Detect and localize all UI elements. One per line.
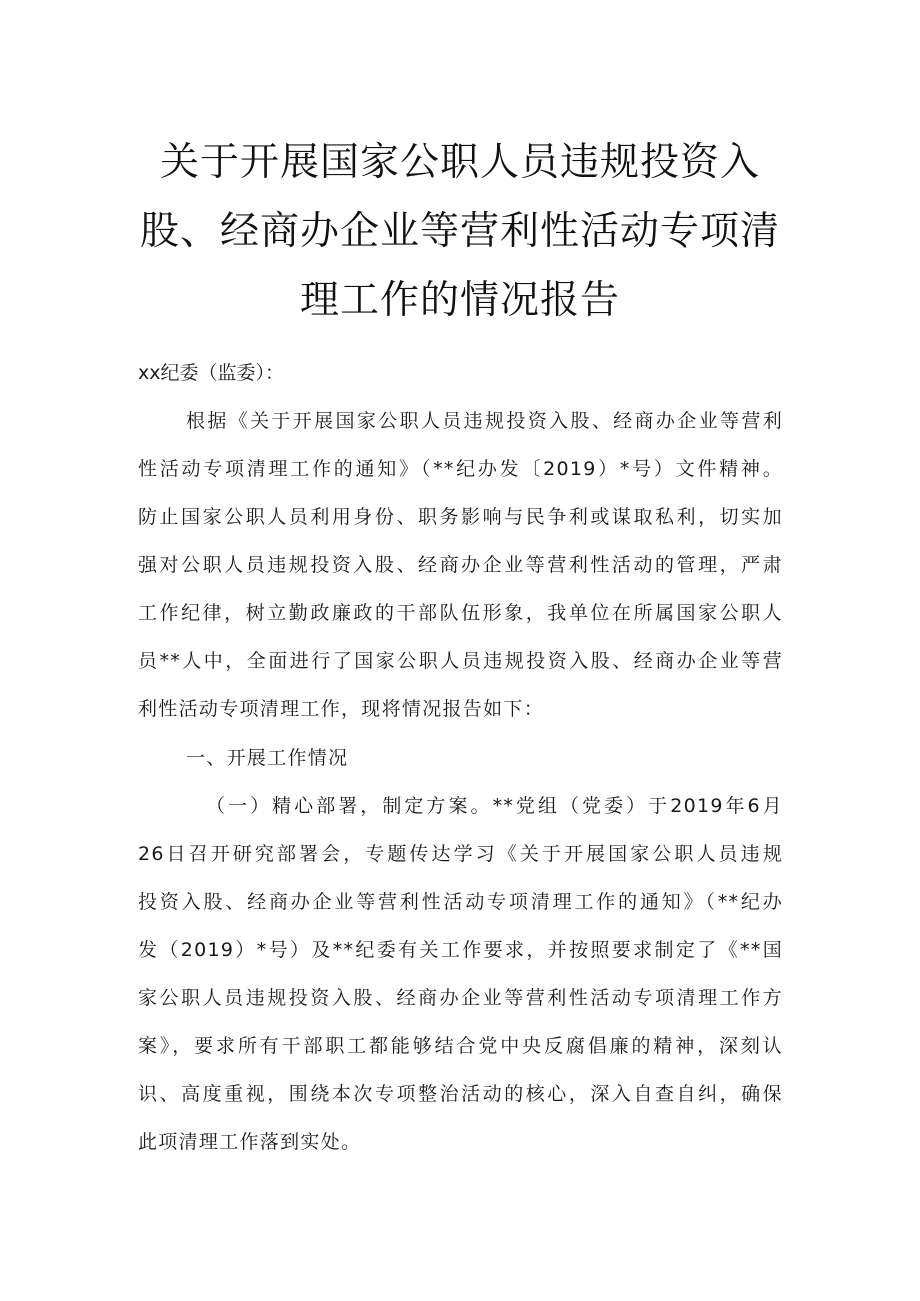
paragraph-line: 案》，要求所有干部职工都能够结合党中央反腐倡廉的精神，深刻认 (138, 1035, 783, 1057)
paragraph-line: 性活动专项清理工作的通知》（**纪办发〔2019）*号）文件精神。 (138, 458, 783, 480)
paragraph-line: （一）精心部署，制定方案。**党组（党委）于2019年6月 (206, 795, 783, 817)
title-line: 理工作的情况报告 (299, 278, 620, 323)
paragraph-line: 防止国家公职人员利用身份、职务影响与民争利或谋取私利，切实加 (138, 506, 783, 528)
paragraph-line: 工作纪律，树立勤政廉政的干部队伍形象，我单位在所属国家公职人 (138, 602, 783, 624)
paragraph-line: 投资入股、经商办企业等营利性活动专项清理工作的通知》（**纪办 (138, 891, 783, 913)
section-heading: 一、开展工作情况 (186, 747, 349, 769)
document-title (130, 128, 790, 335)
paragraph-line: 此项清理工作落到实处。 (138, 1131, 362, 1153)
title-line: 股、经商办企业等营利性活动专项清 (139, 209, 780, 254)
paragraph-line: 强对公职人员违规投资入股、经商办企业等营利性活动的管理，严肃 (138, 554, 783, 576)
title-line: 关于开展国家公职人员违规投资入 (159, 140, 760, 185)
paragraph-line: 26日召开研究部署会，专题传达学习《关于开展国家公职人员违规 (138, 843, 783, 865)
paragraph-line: 利性活动专项清理工作，现将情况报告如下： (138, 698, 545, 720)
paragraph-line: 家公职人员违规投资入股、经商办企业等营利性活动专项清理工作方 (138, 987, 783, 1009)
paragraph-line: 员**人中，全面进行了国家公职人员违规投资入股、经商办企业等营 (138, 650, 783, 672)
addressee: xx纪委（监委）： (138, 362, 284, 384)
paragraph-line: 发（2019）*号）及**纪委有关工作要求，并按照要求制定了《**国 (138, 939, 783, 961)
paragraph-line: 识、高度重视，围绕本次专项整治活动的核心，深入自查自纠，确保 (138, 1083, 783, 1105)
paragraph-line: 根据《关于开展国家公职人员违规投资入股、经商办企业等营利 (186, 410, 783, 432)
